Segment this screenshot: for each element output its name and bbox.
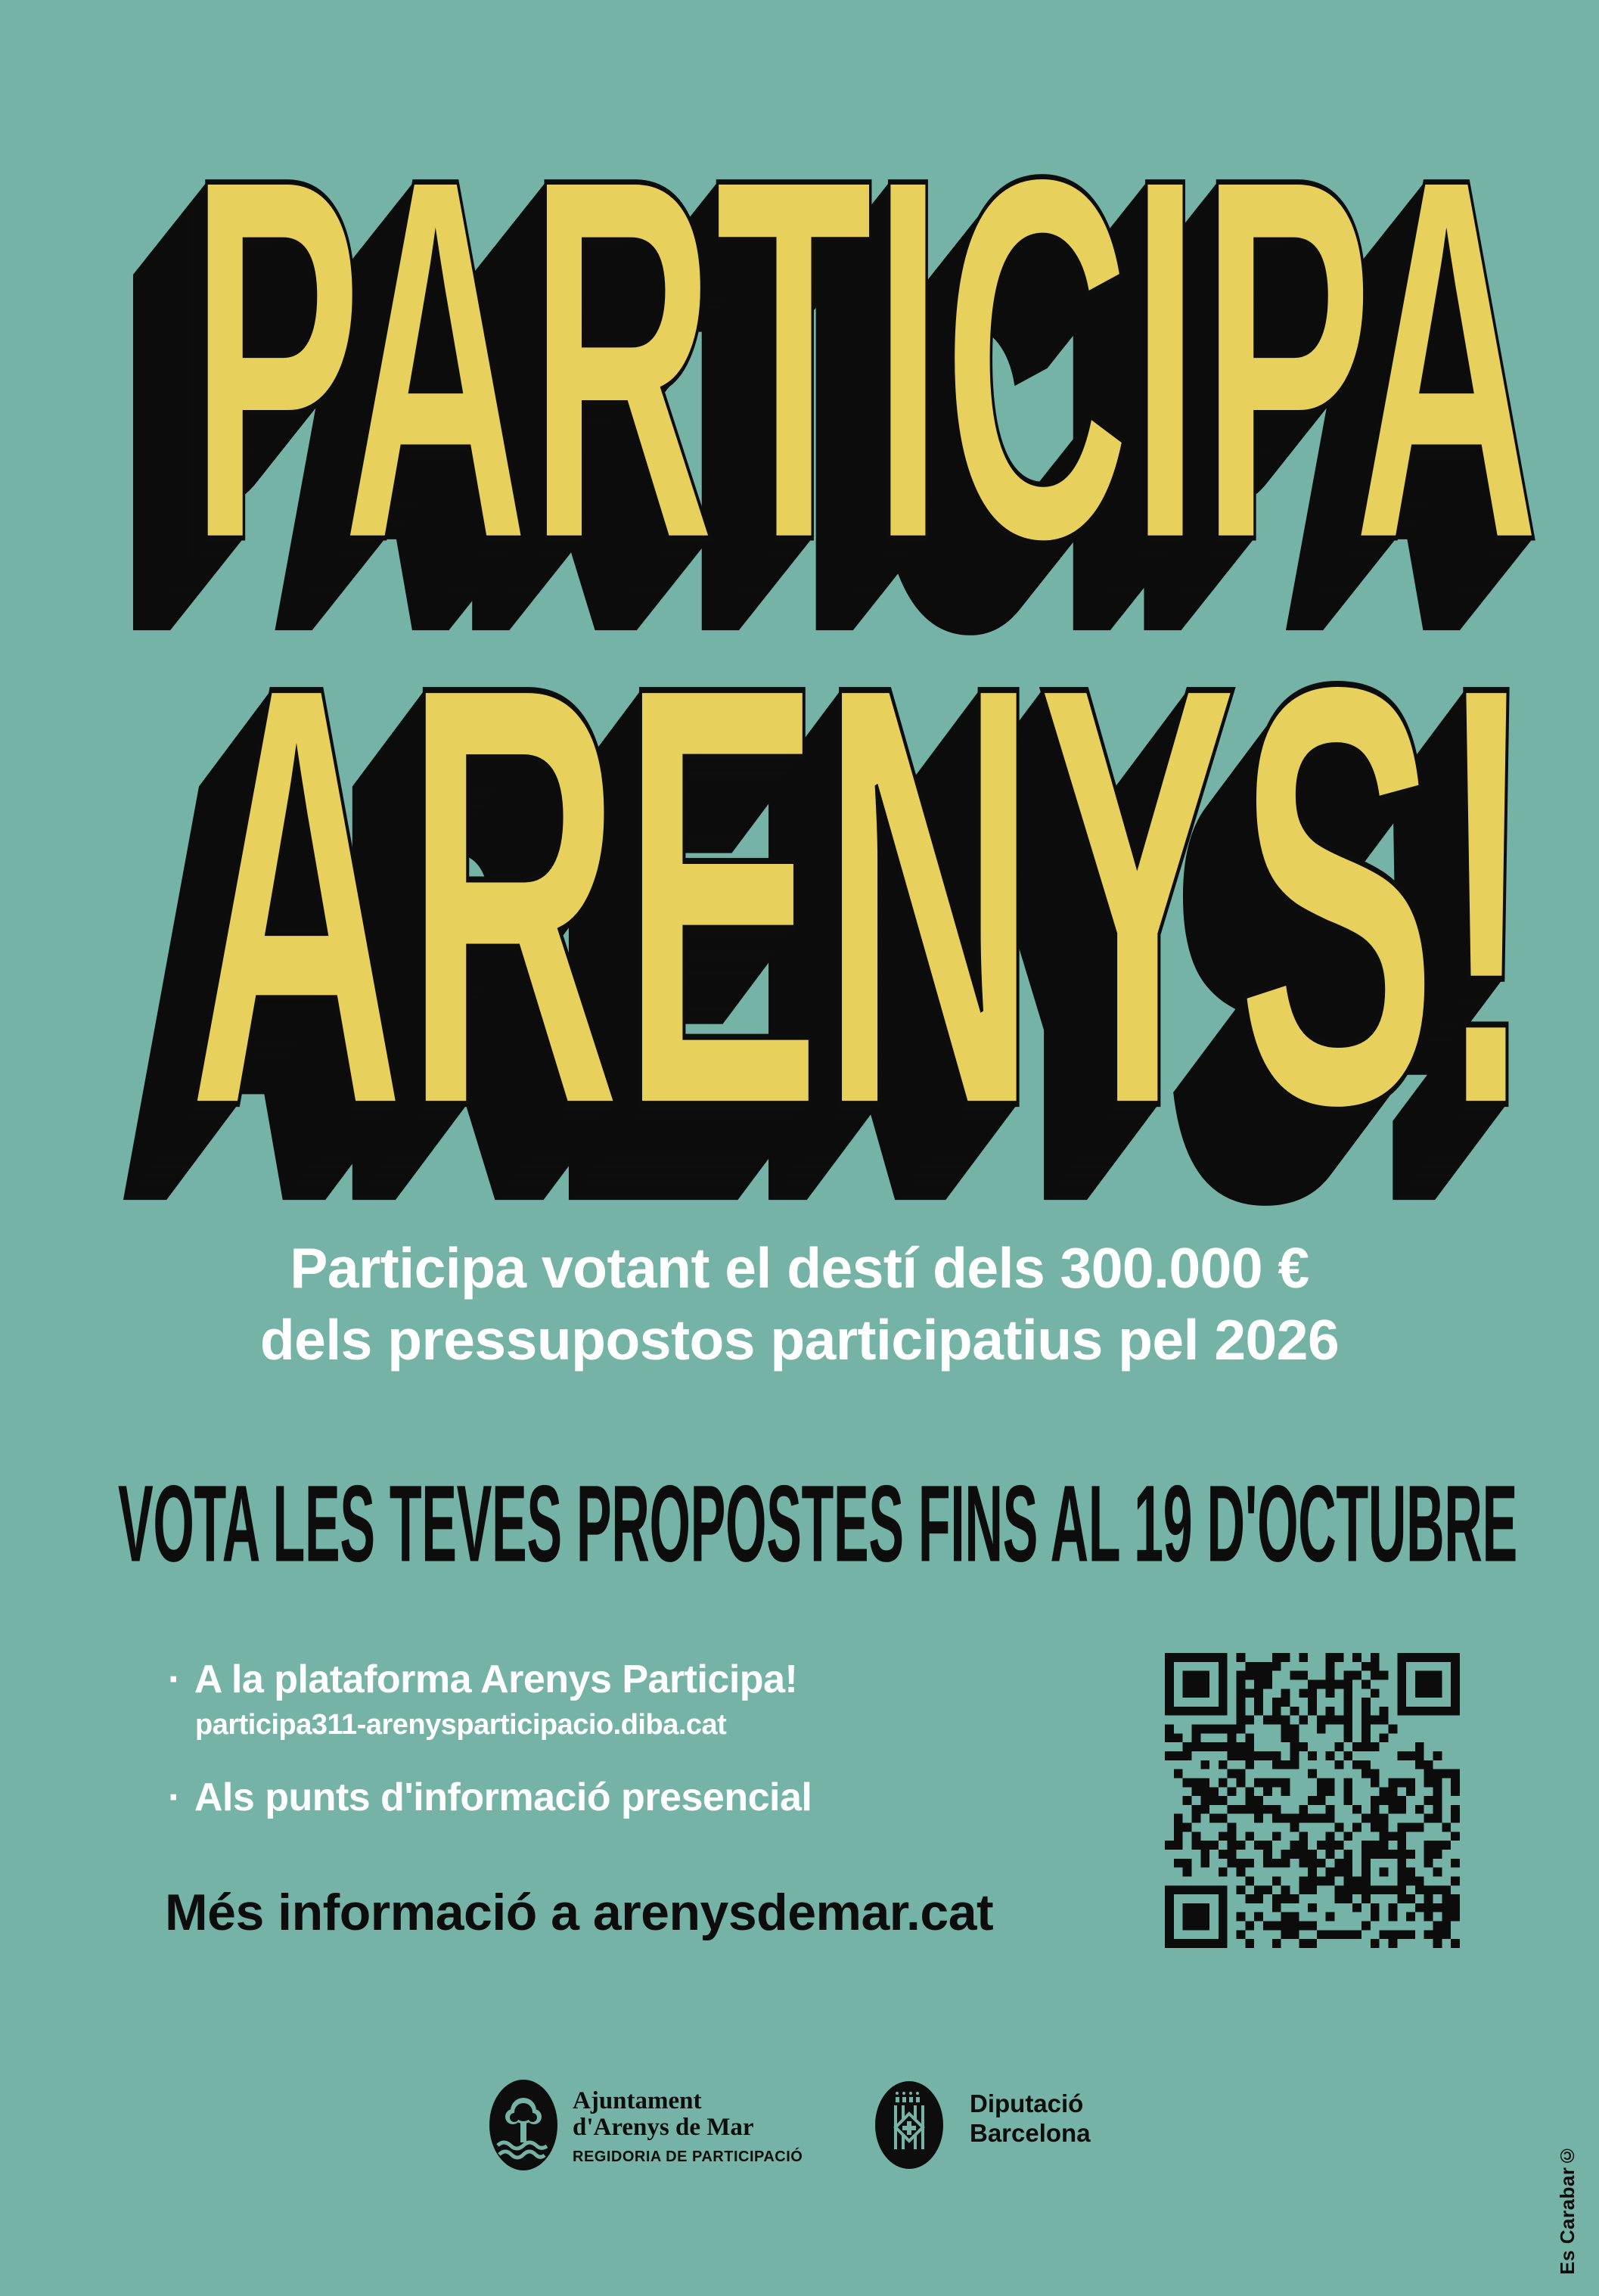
bullet-platform-label: A la plataforma Arenys Participa! (194, 1658, 798, 1701)
diputacio-text (970, 2089, 1091, 2148)
bullet-platform (168, 1660, 797, 1699)
diputacio-logo (874, 2080, 944, 2173)
bullet-inperson (168, 1778, 812, 1817)
title-line-2: ARENYS! (188, 558, 1535, 1232)
bullet-dot: · (168, 1658, 181, 1701)
deadline-headline: VOTA LES TEVES PROPOSTES FINS AL 19 D'OCTUBRE (118, 1462, 1517, 1585)
ajuntament-name-line-2: d'Arenys de Mar (573, 2113, 754, 2141)
diputacio-line-2: Barcelona (970, 2118, 1091, 2147)
ajuntament-seal-icon (489, 2079, 558, 2171)
studio-credit: Es Carabar© (1556, 2144, 1579, 2275)
ajuntament-name-line-1: Ajuntament (573, 2087, 702, 2114)
more-info-line: Més informació a arenysdemar.cat (165, 1884, 994, 1941)
ajuntament-logo (489, 2079, 558, 2175)
diputacio-emblem-icon (874, 2080, 944, 2170)
intro-line-1: Participa votant el destí dels 300.000 € (290, 1236, 1309, 1300)
qr-code (1165, 1653, 1460, 1948)
bullet-dot: · (168, 1776, 181, 1819)
intro-line-2: dels pressupostos participatius pel 2026 (259, 1308, 1340, 1372)
bullet-inperson-label: Als punts d'informació presencial (194, 1776, 812, 1819)
platform-url: participa311-arenysparticipacio.diba.cat (195, 1709, 727, 1741)
title-line-1: PARTICIPA (189, 68, 1539, 649)
ajuntament-department: REGIDORIA DE PARTICIPACIÓ (573, 2148, 803, 2165)
diputacio-line-1: Diputació (970, 2089, 1084, 2117)
intro-paragraph (0, 1232, 1599, 1377)
ajuntament-text (573, 2088, 803, 2166)
